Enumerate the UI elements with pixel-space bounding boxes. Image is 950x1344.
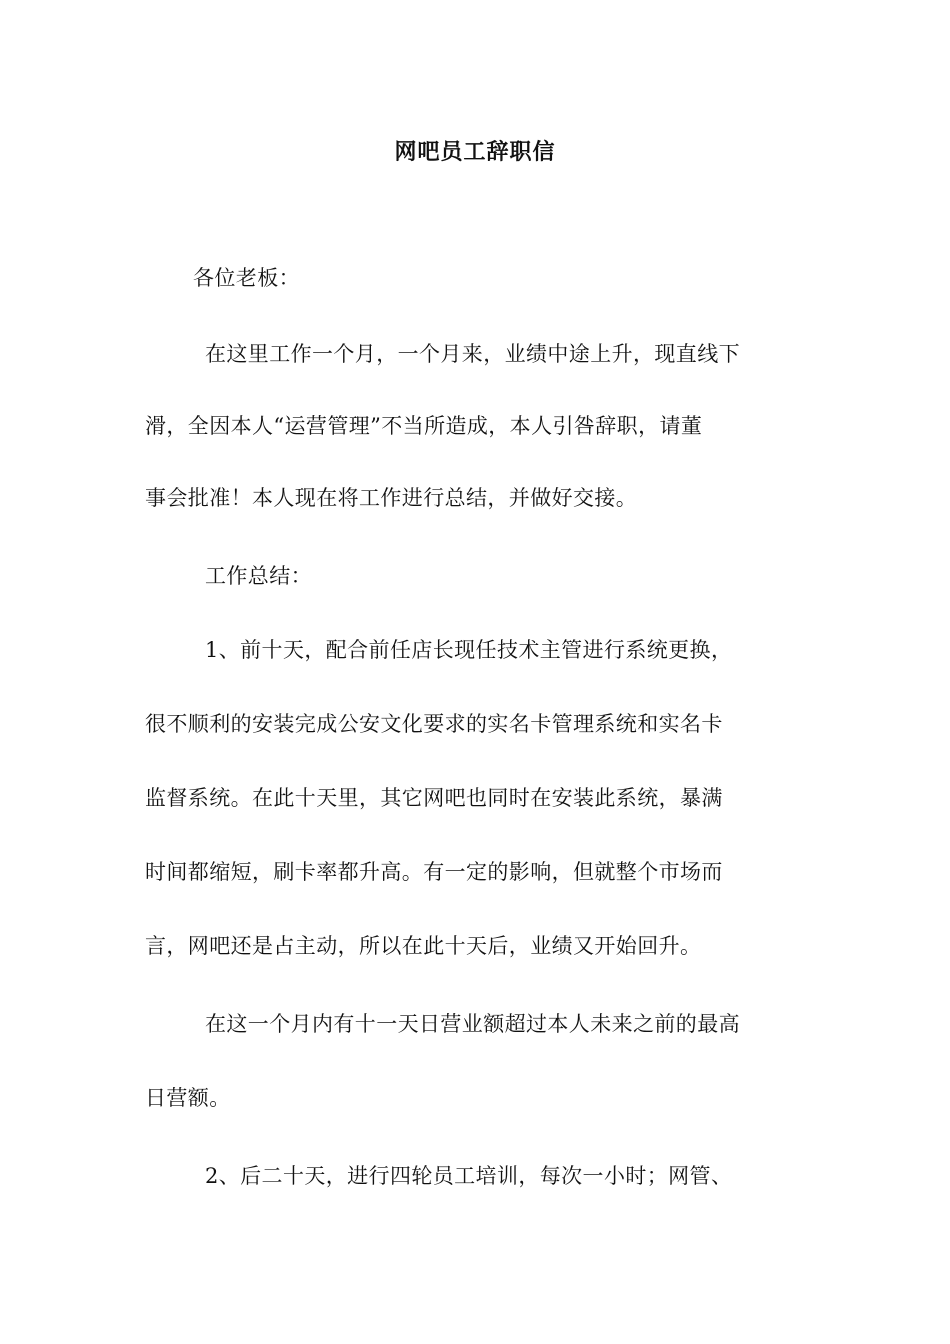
paragraph-line: 日营额。: [145, 1086, 231, 1110]
paragraph-line: 监督系统。在此十天里，其它网吧也同时在安装此系统，暴满: [145, 786, 723, 810]
section-heading-line: 工作总结：: [205, 564, 312, 588]
paragraph-line: 很不顺利的安装完成公安文化要求的实名卡管理系统和实名卡: [145, 712, 723, 736]
paragraph-line: 滑，全因本人“运营管理”不当所造成，本人引咎辞职，请董: [145, 414, 703, 438]
paragraph-line: 时间都缩短，刷卡率都升高。有一定的影响，但就整个市场而: [145, 860, 723, 884]
paragraph-line: 事会批准！本人现在将工作进行总结，并做好交接。: [145, 486, 638, 510]
paragraph-line: 1、前十天，配合前任店长现任技术主管进行系统更换，: [205, 638, 733, 662]
paragraph-line: 在这一个月内有十一天日营业额超过本人未来之前的最高: [205, 1012, 740, 1036]
paragraph-line: 言，网吧还是占主动，所以在此十天后，业绩又开始回升。: [145, 934, 702, 958]
document-title: 网吧员工辞职信: [394, 139, 556, 165]
salutation-line: 各位老板：: [193, 266, 300, 290]
paragraph-line: 2、后二十天，进行四轮员工培训，每次一小时；网管、: [205, 1164, 733, 1188]
paragraph-line: 在这里工作一个月，一个月来，业绩中途上升，现直线下: [205, 342, 740, 366]
